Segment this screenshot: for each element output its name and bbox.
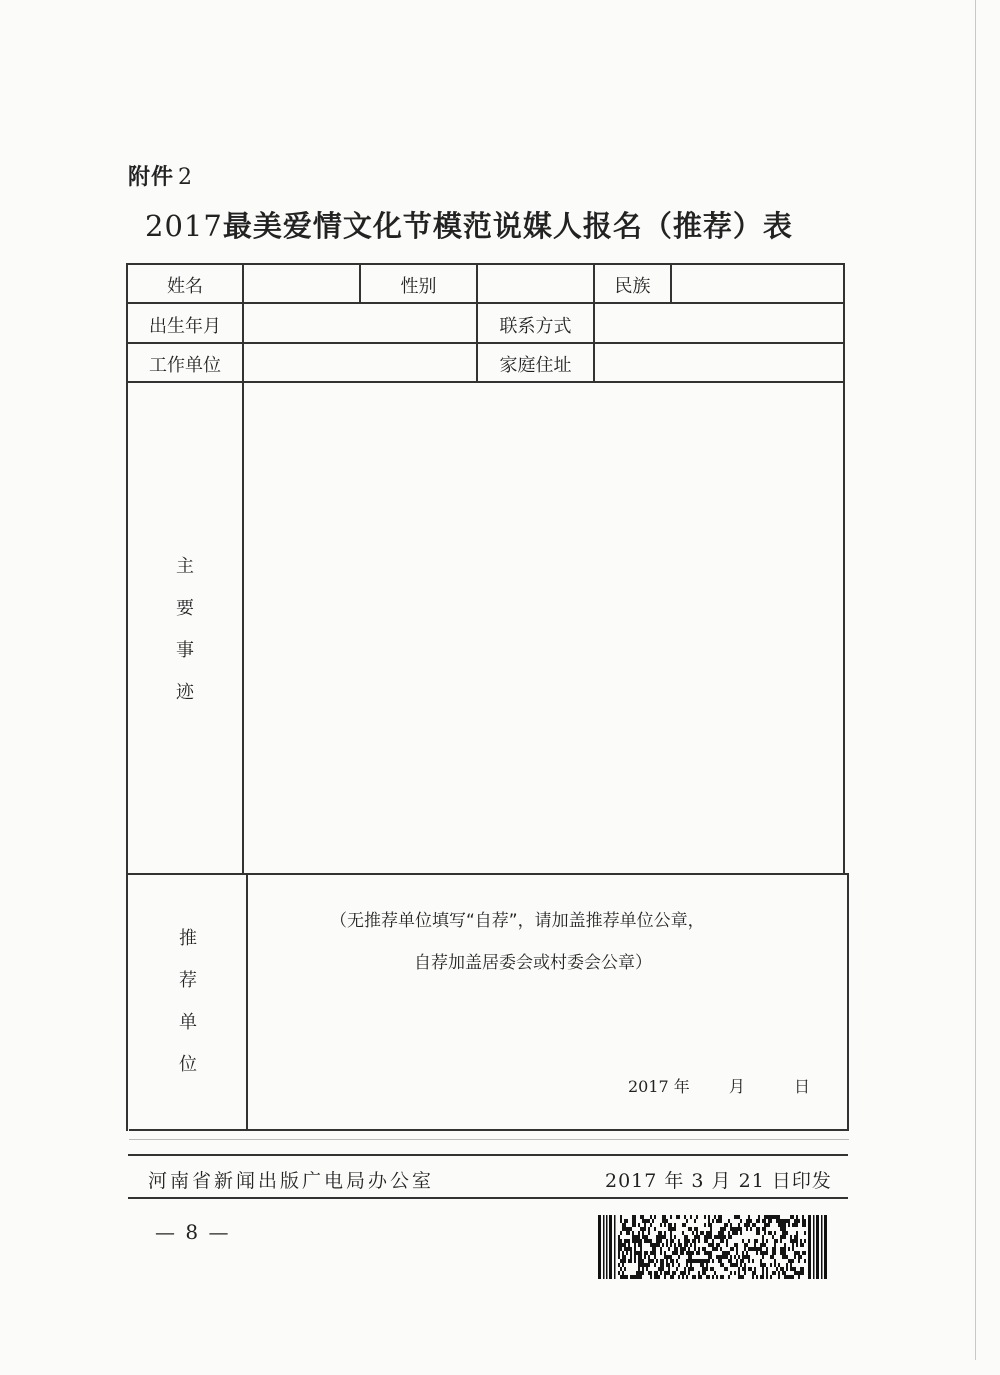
recommender-label <box>130 918 246 1086</box>
work-field[interactable] <box>244 344 476 381</box>
recommender-note-line1: （无推荐单位填写“自荐”，请加盖推荐单位公章， <box>330 911 705 931</box>
ethnicity-label: 民族 <box>614 276 651 297</box>
pdf417-barcode <box>598 1215 828 1279</box>
gender-label: 性别 <box>400 276 437 297</box>
recommender-note-line2: 自荐加盖居委会或村委会公章） <box>414 953 652 973</box>
deeds-field[interactable] <box>244 383 843 873</box>
contact-label: 联系方式 <box>499 316 572 337</box>
row-divider-4 <box>128 873 848 875</box>
form-right-border-upper <box>843 263 845 875</box>
barcode-body <box>618 1215 806 1279</box>
deeds-char-2: 要 <box>176 598 194 619</box>
attachment-number: 2 <box>178 165 194 190</box>
issue-date: 2017 年 3 月 21 日印发 <box>605 1170 832 1192</box>
issuer: 河南省新闻出版广电局办公室 <box>148 1170 435 1192</box>
recommender-char-1: 推 <box>179 928 197 949</box>
recommender-char-4: 位 <box>179 1054 197 1075</box>
date-month: 月 <box>728 1077 745 1096</box>
recommender-char-2: 荐 <box>179 970 197 991</box>
date-line <box>628 1074 810 1097</box>
birth-field[interactable] <box>244 304 476 342</box>
deeds-char-1: 主 <box>176 556 194 577</box>
gender-field[interactable] <box>478 265 593 302</box>
title-year: 2017 <box>145 209 223 243</box>
form-right-border-lower <box>847 873 849 1131</box>
attachment-label-text: 附件 <box>128 164 175 190</box>
address-label: 家庭住址 <box>499 355 572 376</box>
contact-field[interactable] <box>595 304 843 342</box>
deeds-label <box>128 546 242 714</box>
title-text: 最美爱情文化节模范说媒人报名（推荐）表 <box>222 209 793 243</box>
recommender-char-3: 单 <box>179 1012 197 1033</box>
footer-bottom-rule <box>128 1197 848 1199</box>
birth-label: 出生年月 <box>149 316 221 337</box>
label-column-divider-lower <box>246 873 248 1131</box>
work-label: 工作单位 <box>149 355 221 376</box>
ethnicity-field[interactable] <box>672 265 843 302</box>
date-year: 2017 年 <box>628 1077 690 1096</box>
deeds-char-4: 迹 <box>176 682 194 703</box>
form-bottom-border <box>129 1129 849 1131</box>
name-field[interactable] <box>244 265 359 302</box>
name-label: 姓名 <box>167 276 203 297</box>
date-day: 日 <box>794 1077 811 1096</box>
footer-top-rule <box>128 1154 848 1156</box>
address-field[interactable] <box>595 344 843 381</box>
ghost-line <box>129 1139 849 1140</box>
page-number: — 8 — <box>155 1220 231 1244</box>
deeds-char-3: 事 <box>176 640 194 661</box>
